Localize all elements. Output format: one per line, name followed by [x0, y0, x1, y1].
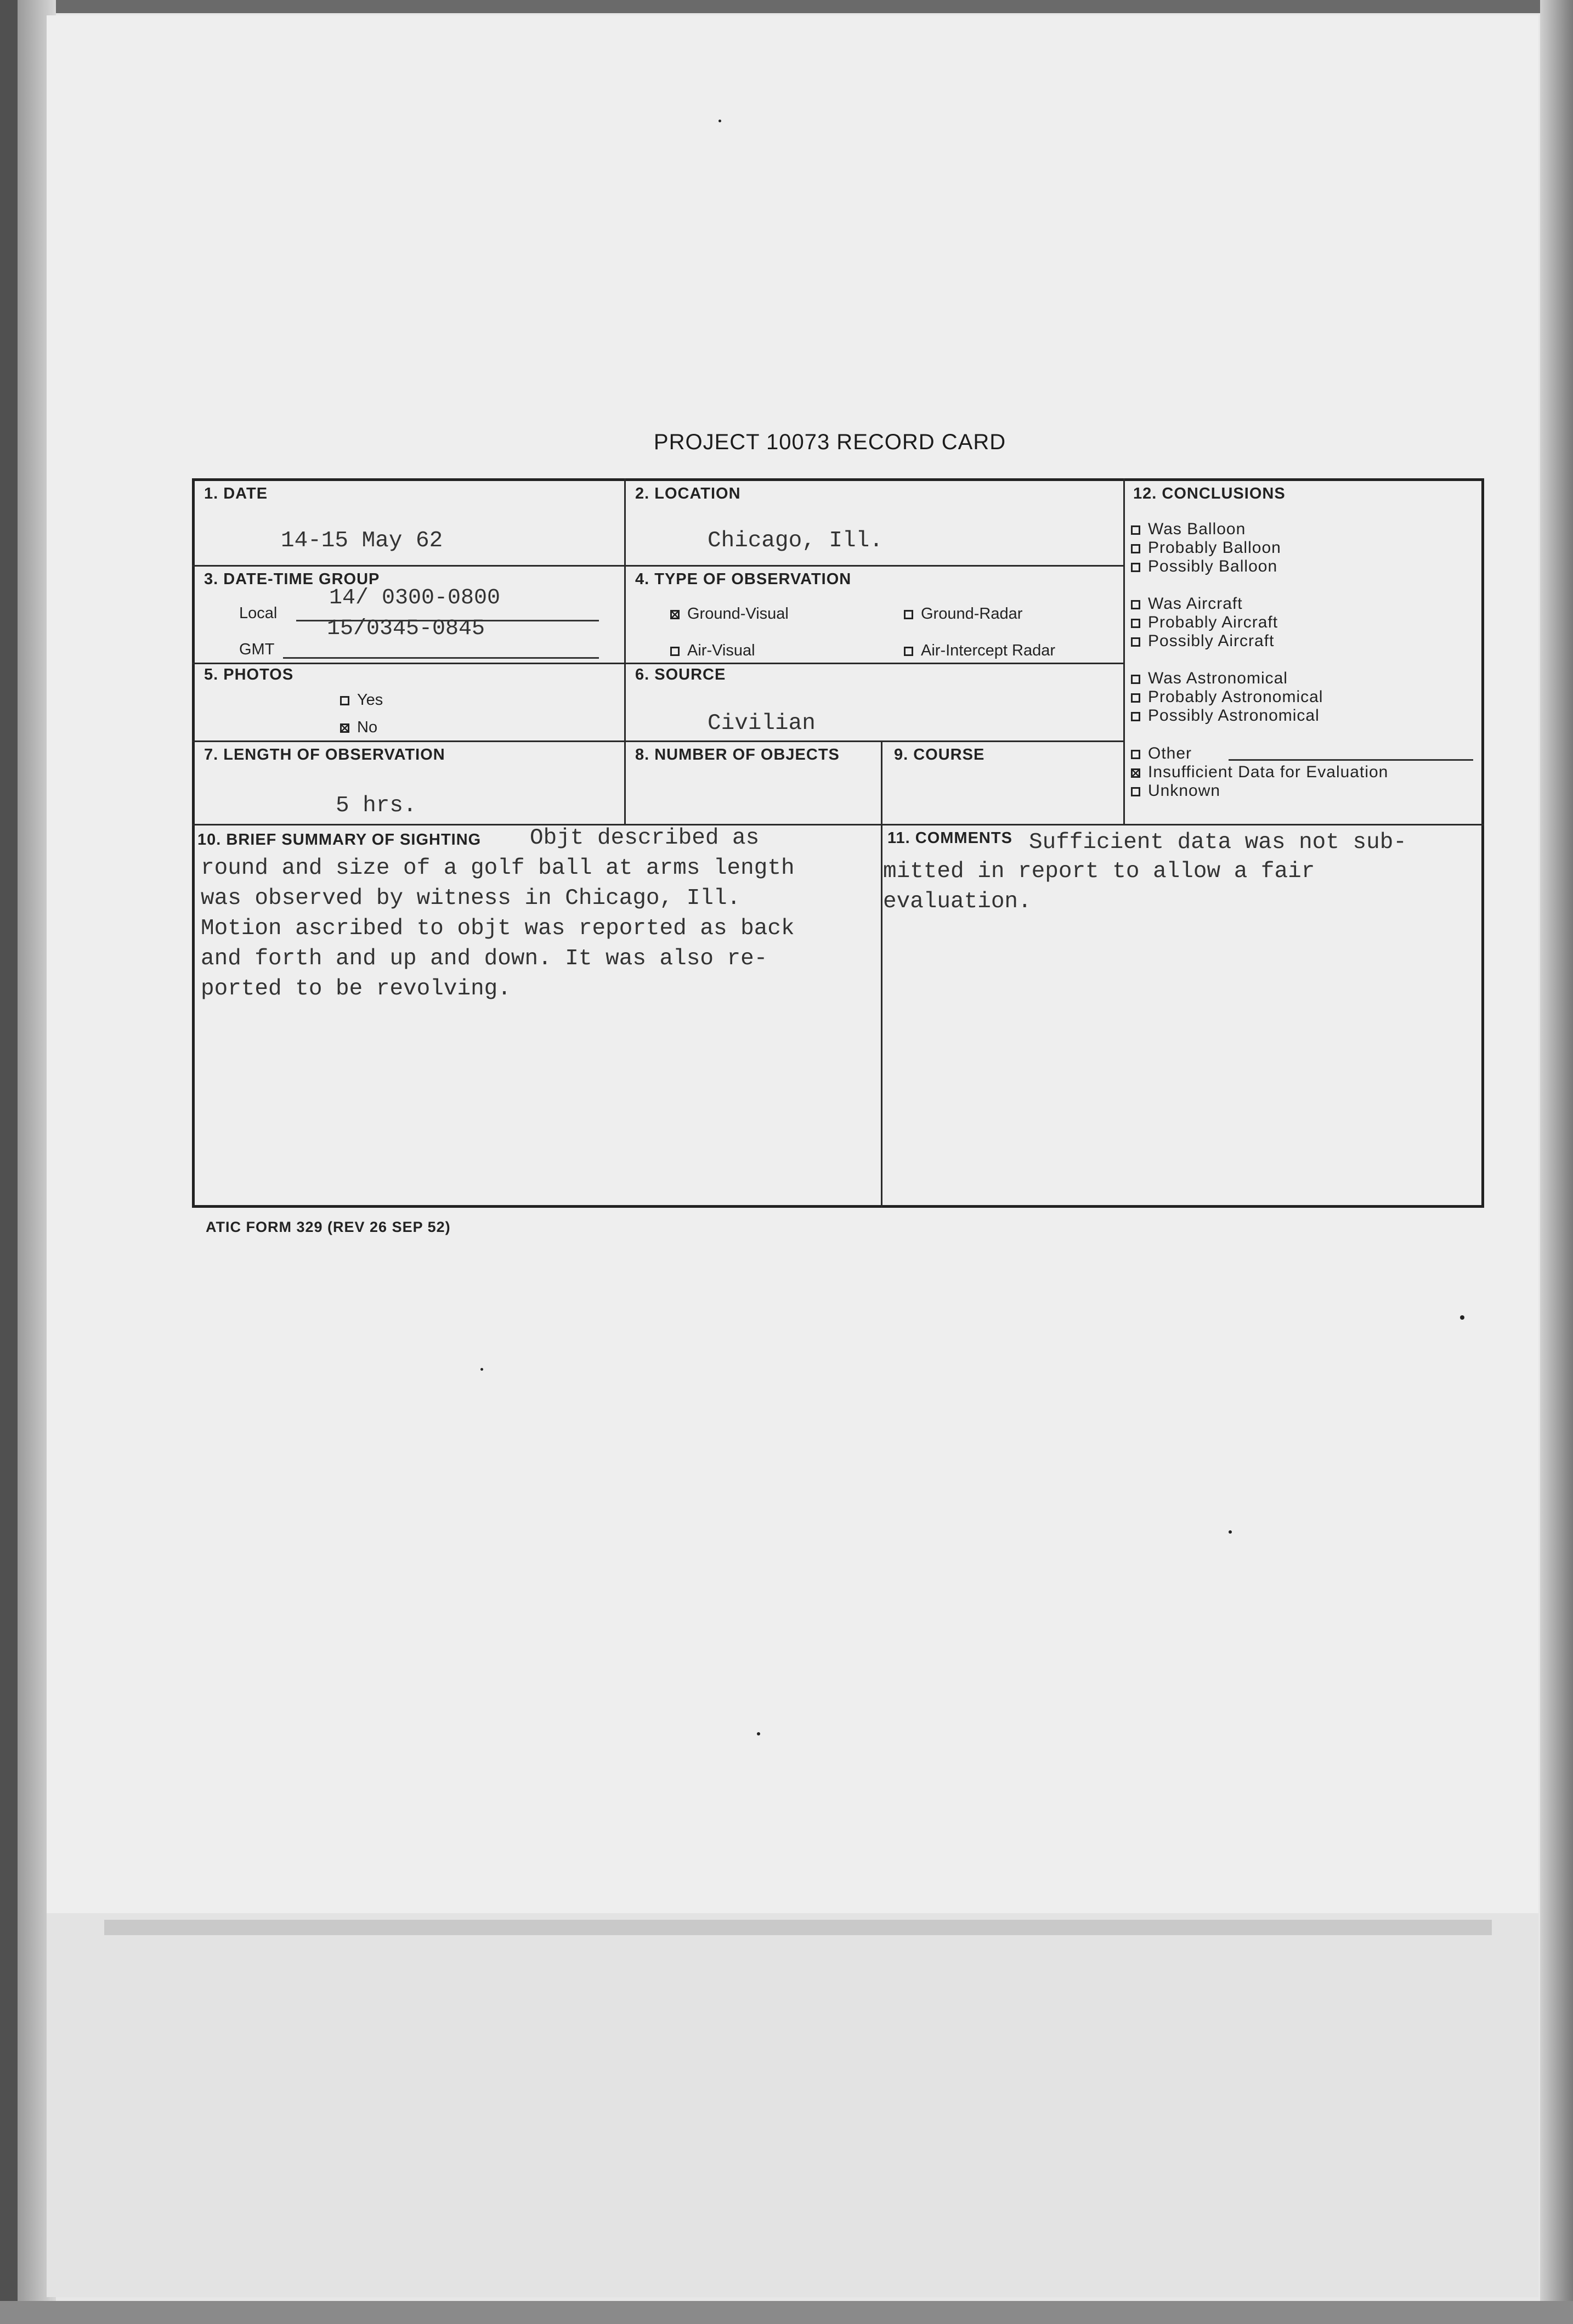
photos-label: 5. PHOTOS [204, 666, 294, 683]
checkbox-icon [1131, 544, 1140, 553]
summary-body [201, 853, 795, 1004]
date-label: 1. DATE [204, 485, 268, 502]
conclusion-item-selected: Insufficient Data for Evaluation [1131, 763, 1388, 782]
conclusion-item: Probably Balloon [1131, 539, 1281, 557]
summary-line: ported to be revolving. [201, 976, 511, 1002]
row-divider-1 [192, 565, 1123, 567]
lower-scan-band [104, 1920, 1492, 1935]
conclusion-item: Possibly Balloon [1131, 557, 1277, 576]
comments-body [883, 857, 1315, 917]
col-divider-1 [624, 478, 626, 825]
summary-line: Motion ascribed to objt was reported as back [201, 916, 795, 941]
checkbox-icon [904, 647, 913, 656]
scan-speck [757, 1732, 760, 1735]
summary-line: was observed by witness in Chicago, Ill. [201, 886, 741, 911]
obs-air-intercept-radar: Air-Intercept Radar [904, 642, 1055, 660]
local-value: 14/ 0300-0800 [329, 586, 501, 610]
photos-yes: Yes [340, 691, 383, 709]
checkbox-checked-icon [1131, 768, 1140, 778]
checkbox-checked-icon [670, 610, 680, 619]
film-border-left [0, 0, 18, 2324]
row-divider-2 [192, 663, 1123, 664]
date-time-group-label: 3. DATE-TIME GROUP [204, 570, 380, 588]
checkbox-icon [1131, 525, 1140, 535]
checkbox-icon [1131, 750, 1140, 759]
scan-speck [1460, 1315, 1464, 1320]
photos-no: No [340, 719, 377, 737]
other-underline [1229, 759, 1473, 761]
checkbox-icon [1131, 787, 1140, 796]
form-number: ATIC FORM 329 (REV 26 SEP 52) [206, 1219, 451, 1235]
location-label: 2. LOCATION [635, 485, 741, 502]
type-of-observation-label: 4. TYPE OF OBSERVATION [635, 570, 852, 588]
date-value: 14-15 May 62 [281, 528, 443, 553]
film-border-bottom [0, 2301, 1573, 2324]
card-title: PROJECT 10073 RECORD CARD [653, 430, 1006, 454]
comments-line: mitted in report to allow a fair [883, 859, 1315, 884]
obs-air-visual: Air-Visual [670, 642, 755, 660]
obs-ground-radar: Ground-Radar [904, 605, 1022, 623]
source-label: 6. SOURCE [635, 666, 726, 683]
gmt-label: GMT [239, 641, 275, 658]
conclusion-item: Was Astronomical [1131, 669, 1288, 688]
source-value: Civilian [708, 711, 816, 736]
checkbox-icon [1131, 712, 1140, 721]
checkbox-icon [1131, 563, 1140, 572]
gmt-underline [283, 657, 599, 659]
summary-first-line [530, 823, 759, 853]
checkbox-icon [1131, 619, 1140, 628]
summary-line: and forth and up and down. It was also re- [201, 946, 768, 971]
comments-first-line [1029, 828, 1407, 858]
comments-line: Sufficient data was not sub- [1029, 830, 1407, 855]
checkbox-icon [1131, 600, 1140, 609]
location-value: Chicago, Ill. [708, 528, 883, 553]
conclusion-item: Possibly Astronomical [1131, 706, 1320, 725]
conclusion-item: Was Aircraft [1131, 595, 1243, 613]
checkbox-icon [670, 647, 680, 656]
conclusion-item: Probably Astronomical [1131, 688, 1323, 706]
summary-label: 10. BRIEF SUMMARY OF SIGHTING [197, 831, 482, 849]
summary-line: round and size of a golf ball at arms length [201, 856, 795, 881]
col-divider-conclusions [1123, 478, 1125, 825]
comments-line: evaluation. [883, 889, 1032, 914]
scan-speck [718, 120, 721, 122]
checkbox-checked-icon [340, 723, 349, 733]
number-of-objects-label: 8. NUMBER OF OBJECTS [635, 746, 840, 764]
row-divider-3 [192, 740, 1123, 742]
checkbox-icon [1131, 675, 1140, 684]
length-of-observation-label: 7. LENGTH OF OBSERVATION [204, 746, 445, 764]
checkbox-icon [904, 610, 913, 619]
film-border-top [0, 0, 1573, 13]
col-divider-course [881, 740, 882, 1208]
checkbox-icon [340, 696, 349, 705]
scan-speck [480, 1368, 483, 1371]
conclusion-item: Unknown [1131, 782, 1220, 800]
conclusion-item: Other [1131, 744, 1192, 763]
checkbox-icon [1131, 637, 1140, 647]
lower-scan-area [47, 1913, 1538, 2297]
length-of-observation-value: 5 hrs. [336, 793, 417, 818]
conclusion-item: Probably Aircraft [1131, 613, 1278, 632]
scan-speck [1229, 1530, 1232, 1534]
conclusion-item: Was Balloon [1131, 520, 1246, 539]
summary-line: Objt described as [530, 825, 760, 851]
gmt-value: 15/0345-0845 [327, 617, 485, 641]
obs-ground-visual: Ground-Visual [670, 605, 789, 623]
comments-label: 11. COMMENTS [887, 829, 1012, 847]
film-border-right [1540, 0, 1573, 2324]
conclusions-label: 12. CONCLUSIONS [1133, 485, 1286, 502]
local-label: Local [239, 604, 278, 622]
course-label: 9. COURSE [894, 746, 985, 764]
row-divider-4 [192, 824, 1484, 825]
checkbox-icon [1131, 693, 1140, 703]
conclusion-item: Possibly Aircraft [1131, 632, 1274, 651]
